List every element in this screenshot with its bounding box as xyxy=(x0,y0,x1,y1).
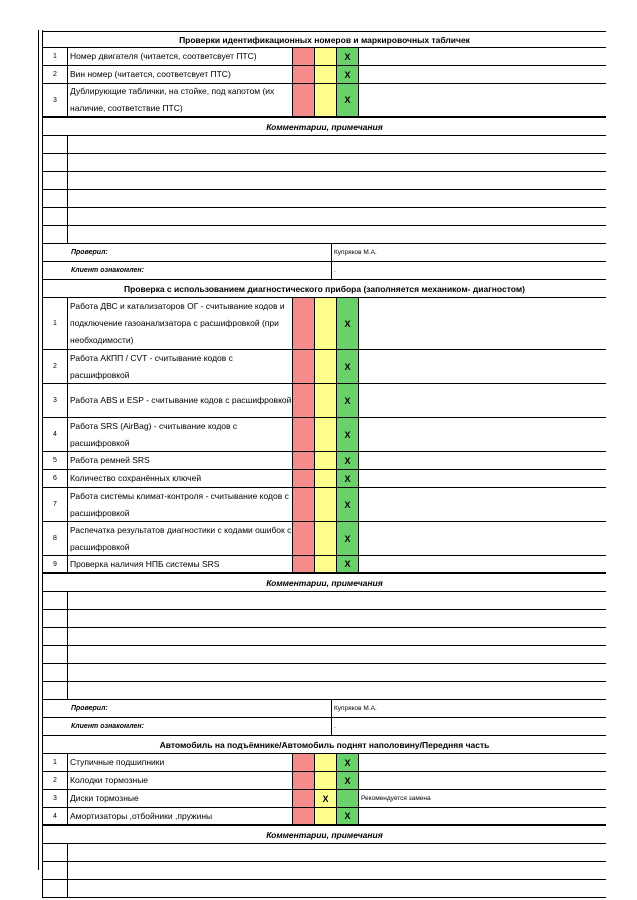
row-note[interactable] xyxy=(359,754,606,771)
comment-text-cell[interactable] xyxy=(68,226,606,243)
status-green-cell[interactable]: X xyxy=(337,452,359,469)
row-number: 1 xyxy=(42,754,68,771)
row-number: 3 xyxy=(42,84,68,116)
status-green-cell[interactable]: X xyxy=(337,418,359,451)
status-green-cell[interactable]: X xyxy=(337,772,359,789)
row-label: Работа АКПП / CVT - считывание кодов с расшифровкой xyxy=(68,350,293,383)
checklist-row xyxy=(42,84,606,118)
row-note[interactable] xyxy=(359,418,606,451)
status-red-cell[interactable] xyxy=(293,522,315,555)
status-green-cell[interactable]: X xyxy=(337,350,359,383)
checked-by-value[interactable]: Купряков М.А. xyxy=(334,249,377,256)
comment-text-cell[interactable] xyxy=(68,610,606,627)
checked-by-label: Проверил: xyxy=(42,700,332,717)
status-green-cell[interactable]: X xyxy=(337,488,359,521)
comments-header xyxy=(42,826,606,844)
left-border-outer xyxy=(38,30,39,870)
status-green-cell[interactable]: X xyxy=(337,522,359,555)
status-yellow-cell[interactable] xyxy=(315,298,337,349)
row-note[interactable] xyxy=(359,808,606,824)
row-number: 4 xyxy=(42,808,68,824)
comment-text-cell[interactable] xyxy=(68,844,606,861)
comment-num-cell xyxy=(42,136,68,153)
section-header xyxy=(42,736,606,754)
row-number: 1 xyxy=(42,298,68,349)
comment-num-cell xyxy=(42,610,68,627)
row-note[interactable] xyxy=(359,384,606,417)
comments-label: Комментарии, примечания xyxy=(42,826,606,843)
status-yellow-cell[interactable] xyxy=(315,84,337,116)
comment-num-cell xyxy=(42,646,68,663)
row-label: Распечатка результатов диагностики с кодами ошибок с расшифровкой xyxy=(68,522,293,555)
status-yellow-cell[interactable] xyxy=(315,488,337,521)
comment-line[interactable] xyxy=(42,682,606,700)
comments-header xyxy=(42,118,606,136)
row-number: 8 xyxy=(42,522,68,555)
checklist-row xyxy=(42,808,606,826)
row-label: Ступичные подшипники xyxy=(68,754,293,771)
row-number: 9 xyxy=(42,556,68,572)
row-note[interactable] xyxy=(359,298,606,349)
row-label: Номер двигателя (читается, соответсвует ПТС) xyxy=(68,48,293,65)
status-yellow-cell[interactable] xyxy=(315,772,337,789)
comment-num-cell xyxy=(42,664,68,681)
row-number: 6 xyxy=(42,470,68,487)
comment-num-cell xyxy=(42,226,68,243)
client-ack-value[interactable]: . xyxy=(334,267,336,274)
status-red-cell[interactable] xyxy=(293,808,315,824)
checklist-row xyxy=(42,790,606,808)
checklist-row xyxy=(42,452,606,470)
row-label: Работа системы климат-контроля - считывание кодов с расшифровкой xyxy=(68,488,293,521)
row-label: Работа ремней SRS xyxy=(68,452,293,469)
comments-label: Комментарии, примечания xyxy=(42,118,606,135)
row-number: 2 xyxy=(42,66,68,83)
comment-num-cell xyxy=(42,844,68,861)
status-red-cell[interactable] xyxy=(293,298,315,349)
inspection-sheet xyxy=(42,31,606,898)
comment-line[interactable] xyxy=(42,154,606,172)
checklist-row xyxy=(42,48,606,66)
comment-text-cell[interactable] xyxy=(68,208,606,225)
row-note[interactable] xyxy=(359,488,606,521)
row-note[interactable] xyxy=(359,772,606,789)
status-yellow-cell[interactable] xyxy=(315,452,337,469)
checklist-row xyxy=(42,470,606,488)
row-label: Колодки тормозные xyxy=(68,772,293,789)
status-red-cell[interactable] xyxy=(293,772,315,789)
checked-by-value[interactable]: Купряков М.А. xyxy=(334,705,377,712)
comment-num-cell xyxy=(42,592,68,609)
status-red-cell[interactable] xyxy=(293,418,315,451)
checklist-row xyxy=(42,488,606,522)
status-red-cell[interactable] xyxy=(293,66,315,83)
status-red-cell[interactable] xyxy=(293,754,315,771)
row-note[interactable] xyxy=(359,66,606,83)
comment-text-cell[interactable] xyxy=(68,154,606,171)
comment-line[interactable] xyxy=(42,226,606,244)
comment-text-cell[interactable] xyxy=(68,628,606,645)
row-note[interactable] xyxy=(359,350,606,383)
row-label: Амортизаторы ,отбойники ,пружины xyxy=(68,808,293,824)
comment-line[interactable] xyxy=(42,646,606,664)
row-number: 2 xyxy=(42,350,68,383)
row-label: Работа ДВС и катализаторов ОГ - считывание кодов и подключение газоанализатора с расшифровкой (при необходимости) xyxy=(68,298,293,349)
comment-text-cell[interactable] xyxy=(68,592,606,609)
status-red-cell[interactable] xyxy=(293,350,315,383)
row-number: 3 xyxy=(42,384,68,417)
comment-line[interactable] xyxy=(42,880,606,898)
row-number: 7 xyxy=(42,488,68,521)
status-yellow-cell[interactable] xyxy=(315,522,337,555)
status-green-cell[interactable]: X xyxy=(337,66,359,83)
row-note[interactable] xyxy=(359,522,606,555)
signature-row xyxy=(42,700,606,718)
status-yellow-cell[interactable] xyxy=(315,754,337,771)
status-yellow-cell[interactable] xyxy=(315,350,337,383)
status-green-cell[interactable]: X xyxy=(337,754,359,771)
signature-row xyxy=(42,244,606,262)
client-ack-value[interactable]: . xyxy=(334,723,336,730)
status-green-cell[interactable]: X xyxy=(337,48,359,65)
checked-by-label: Проверил: xyxy=(42,244,332,261)
status-red-cell[interactable] xyxy=(293,452,315,469)
row-label: Вин номер (читается, соответсвует ПТС) xyxy=(68,66,293,83)
row-number: 3 xyxy=(42,790,68,807)
comment-num-cell xyxy=(42,628,68,645)
comment-line[interactable] xyxy=(42,190,606,208)
row-note[interactable] xyxy=(359,48,606,65)
row-number: 1 xyxy=(42,48,68,65)
status-yellow-cell[interactable] xyxy=(315,384,337,417)
row-label: Работа ABS и ESP - считывание кодов с расшифровкой xyxy=(68,384,293,417)
row-note[interactable] xyxy=(359,470,606,487)
checklist-row xyxy=(42,350,606,384)
comment-line[interactable] xyxy=(42,628,606,646)
row-label: Работа SRS (AirBag) - считывание кодов с расшифровкой xyxy=(68,418,293,451)
status-green-cell[interactable]: X xyxy=(337,384,359,417)
checklist-row xyxy=(42,66,606,84)
comment-num-cell xyxy=(42,862,68,879)
row-label: Количество сохранённых ключей xyxy=(68,470,293,487)
comment-line[interactable] xyxy=(42,592,606,610)
checklist-row xyxy=(42,418,606,452)
row-label: Диски тормозные xyxy=(68,790,293,807)
status-red-cell[interactable] xyxy=(293,84,315,116)
checklist-row xyxy=(42,384,606,418)
comment-text-cell[interactable] xyxy=(68,190,606,207)
comment-text-cell[interactable] xyxy=(68,646,606,663)
comment-line[interactable] xyxy=(42,862,606,880)
row-number: 2 xyxy=(42,772,68,789)
comment-text-cell[interactable] xyxy=(68,862,606,879)
comment-text-cell[interactable] xyxy=(68,880,606,897)
checklist-row xyxy=(42,754,606,772)
comments-header xyxy=(42,574,606,592)
row-label: Дублирующие таблички, на стойке, под капотом (их наличие, соответствие ПТС) xyxy=(68,84,293,116)
status-green-cell[interactable]: X xyxy=(337,556,359,572)
status-yellow-cell[interactable] xyxy=(315,556,337,572)
comment-text-cell[interactable] xyxy=(68,682,606,699)
row-note[interactable] xyxy=(359,556,606,572)
checklist-row xyxy=(42,298,606,350)
client-ack-label: Клиент ознакомлен: xyxy=(42,718,332,735)
comment-line[interactable] xyxy=(42,610,606,628)
row-note[interactable] xyxy=(359,84,606,116)
comment-num-cell xyxy=(42,880,68,897)
status-green-cell[interactable]: X xyxy=(337,470,359,487)
comments-label: Комментарии, примечания xyxy=(42,574,606,591)
checklist-row xyxy=(42,772,606,790)
status-red-cell[interactable] xyxy=(293,556,315,572)
row-number: 5 xyxy=(42,452,68,469)
section-header xyxy=(42,31,606,48)
status-red-cell[interactable] xyxy=(293,48,315,65)
comment-line[interactable] xyxy=(42,208,606,226)
comment-line[interactable] xyxy=(42,844,606,862)
status-yellow-cell[interactable] xyxy=(315,808,337,824)
comment-text-cell[interactable] xyxy=(68,136,606,153)
row-number: 4 xyxy=(42,418,68,451)
section-title: Проверка с использованием диагностического прибора (заполняется механиком- диагностом) xyxy=(42,280,606,297)
status-red-cell[interactable] xyxy=(293,470,315,487)
status-yellow-cell[interactable] xyxy=(315,418,337,451)
comment-text-cell[interactable] xyxy=(68,664,606,681)
status-yellow-cell[interactable] xyxy=(315,470,337,487)
status-yellow-cell[interactable]: X xyxy=(315,790,337,807)
section-header xyxy=(42,280,606,298)
status-green-cell[interactable]: X xyxy=(337,298,359,349)
comment-line[interactable] xyxy=(42,172,606,190)
signature-row xyxy=(42,262,606,280)
comment-num-cell xyxy=(42,682,68,699)
comment-num-cell xyxy=(42,190,68,207)
comment-text-cell[interactable] xyxy=(68,172,606,189)
status-red-cell[interactable] xyxy=(293,384,315,417)
status-red-cell[interactable] xyxy=(293,488,315,521)
status-green-cell[interactable] xyxy=(337,790,359,807)
checklist-row xyxy=(42,522,606,556)
comment-num-cell xyxy=(42,154,68,171)
status-green-cell[interactable]: X xyxy=(337,84,359,116)
signature-row xyxy=(42,718,606,736)
comment-line[interactable] xyxy=(42,136,606,154)
status-red-cell[interactable] xyxy=(293,790,315,807)
section-title: Автомобиль на подъёмнике/Автомобиль поднят наполовину/Передняя часть xyxy=(42,736,606,753)
comment-num-cell xyxy=(42,208,68,225)
section-title: Проверки идентификационных номеров и маркировочных табличек xyxy=(42,32,606,47)
client-ack-label: Клиент ознакомлен: xyxy=(42,262,332,279)
row-note[interactable]: Рекомендуется замена xyxy=(361,795,431,802)
checklist-row xyxy=(42,556,606,574)
comment-line[interactable] xyxy=(42,664,606,682)
row-note[interactable] xyxy=(359,452,606,469)
row-label: Проверка наличия НПБ системы SRS xyxy=(68,556,293,572)
status-green-cell[interactable]: X xyxy=(337,808,359,824)
comment-num-cell xyxy=(42,172,68,189)
status-yellow-cell[interactable] xyxy=(315,66,337,83)
status-yellow-cell[interactable] xyxy=(315,48,337,65)
